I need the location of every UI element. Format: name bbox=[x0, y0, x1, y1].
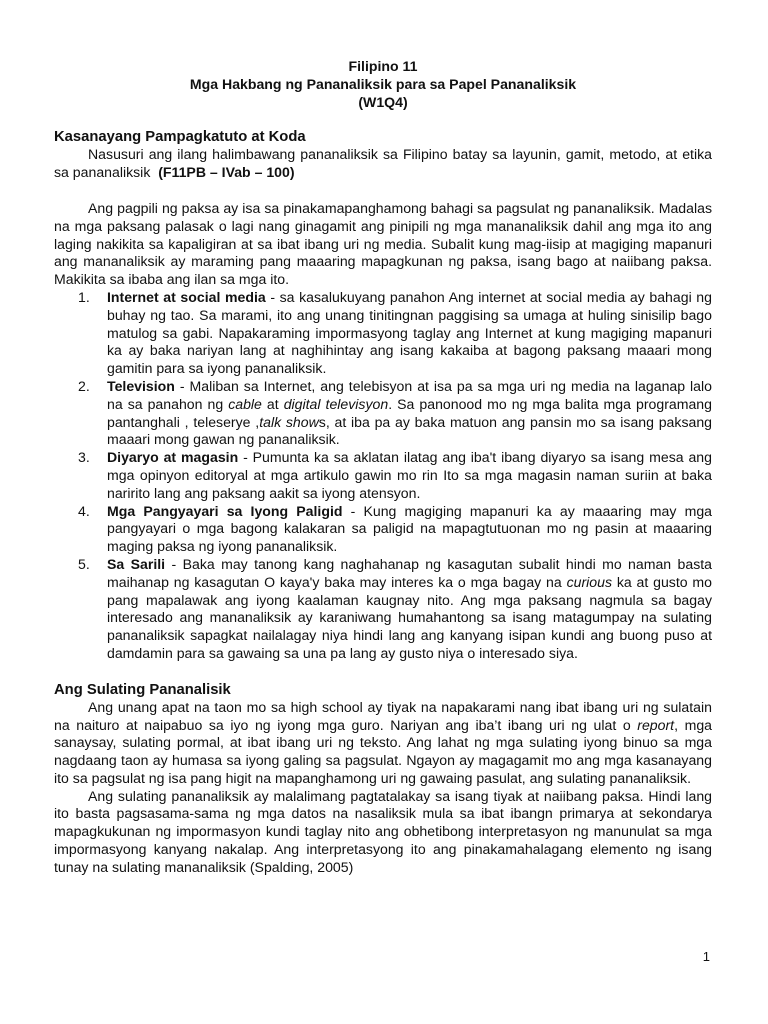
list-number: 3. bbox=[78, 449, 90, 466]
list-text: ka at gusto mo pang mapalawak ang iyong kaalaman kaugnay nito. Ang mga paksang nagmula sa bagay interesado ang mananaliksik ay karaniwang humahantong sa isang matagumpay na sulating pananaliksik sapagkat nailalagay niya hindi lang ang kanyang isipan kundi ang buong puso at damdamin para sa gawaing sa una pa lang ay gusto niya o interesado siya. bbox=[107, 573, 713, 661]
topic-sources-list bbox=[54, 289, 712, 663]
paragraph-emphasis: report bbox=[637, 716, 675, 733]
list-number: 1. bbox=[78, 288, 90, 305]
competency-statement: Nasusuri ang ilang halimbawang pananaliksik sa Filipino batay sa layunin, gamit, metodo, at etika sa pananaliksik bbox=[54, 146, 712, 181]
list-item bbox=[54, 556, 712, 663]
intro-paragraph: Ang pagpili ng paksa ay isa sa pinakamapanghamong bahagi sa pagsulat ng pananaliksik. Madalas na mga paksang palasak o lagi nang ginagamit ang pinipili ng mga mananaliksik dahil ang mga ito ang laging nakikita sa kapaligiran at sa ibat ibang uri ng media. Subalit kung mag-iisip at magiging mapanuri ang mananaliksik ay maraming pang maaaring mapagkunan ng paksa, isang bago at naiibang paksa. Makikita sa ibaba ang ilan sa mga ito. bbox=[54, 199, 712, 288]
list-term: Mga Pangyayari sa Iyong Paligid bbox=[107, 502, 343, 519]
list-emphasis: digital televisyon bbox=[283, 395, 389, 412]
document-header bbox=[54, 58, 712, 111]
list-text: - Baka may tanong kang naghahanap ng kasagutan subalit hindi mo naman basta maihanap ng kasagutan O kaya'y baka may interes ka o mga bagay na bbox=[107, 555, 713, 590]
subject-title: Filipino 11 bbox=[348, 58, 418, 74]
paragraph-text: , mga sanaysay, sulating pormal, at ibat ibang uri ng teksto. Ang lahat ng mga sulating iyong binuo sa mga nagdaang taon ay humasa sa iyong galing sa pagsulat. Ngayon ay magagamit mo ang mga kasanayang ito sa pagsulat ng isa pang higit na mapanghamong uri ng gawaing pasulat, ang sulating pananaliksik. bbox=[54, 716, 712, 786]
spacer bbox=[54, 182, 712, 200]
list-number: 2. bbox=[78, 377, 90, 394]
list-item bbox=[54, 449, 712, 502]
list-text: - Kung magiging mapanuri ka ay maaaring may mga pangyayari o mga bagong kalakaran sa paligid na mapagtutuonan mo ng pasin at maaaring maging paksa ng iyong pananaliksik. bbox=[107, 502, 712, 555]
paragraph-text: Ang unang apat na taon mo sa high school ay tiyak na napakarami nang ibat ibang uri ng sulatain na naituro at naipabuo sa iyo ng iyong mga guro. Nariyan ang iba’t ibang uri ng ulat o bbox=[54, 698, 712, 733]
section-heading-research-paper: Ang Sulating Pananalisik bbox=[54, 681, 231, 698]
list-term: Diyaryo at magasin bbox=[107, 449, 239, 466]
list-text: . Sa panonood mo ng mga balita mga programang pantanghali , teleserye , bbox=[107, 395, 712, 430]
section-heading-competency: Kasanayang Pampagkatuto at Koda bbox=[54, 129, 306, 146]
page-number: 1 bbox=[702, 949, 710, 964]
list-text: s, at iba pa ay baka matuon ang pansin mo sa isang paksang maaari mong gawan ng pananaliksik. bbox=[107, 413, 713, 448]
research-paragraph-2: Ang sulating pananaliksik ay malalimang pagtatalakay sa isang tiyak at naiibang paksa. Hindi lang ito basta pagsasama-sama ng mga datos na nasaliksik mula sa ibat ibangn primarya at sekondarya mapagkukunan ng impormasyon kundi taglay nito ang obhetibong interpretasyon ng manunulat sa mga impormasyong kanyang nakalap. Ang interpretasyong ito ang pinakamahalagang elemento ng isang tunay na sulating mananaliksik (Spalding, 2005) bbox=[54, 787, 712, 875]
list-item bbox=[54, 378, 712, 449]
research-paragraph-1 bbox=[54, 699, 712, 788]
document-title: Mga Hakbang ng Pananaliksik para sa Papel Pananaliksik bbox=[189, 75, 577, 92]
list-number: 4. bbox=[78, 502, 90, 519]
spacer bbox=[54, 663, 712, 681]
week-code: (W1Q4) bbox=[358, 93, 408, 110]
list-item bbox=[54, 289, 712, 378]
competency-code: (F11PB – IVab – 100) bbox=[158, 164, 295, 181]
competency-text bbox=[54, 146, 712, 182]
list-text: at bbox=[261, 395, 284, 412]
list-text: - sa kasalukuyang panahon Ang internet at social media ay bahagi ng buhay ng tao. Sa marami, ito ang unang tinitingnan paggising sa umaga at huling sinisilip bago matulog sa gabi. Napakaraming impormasyong taglay ang Internet at kung magiging mapanuri ka ay baka nariyan lang at naghihintay ang isang kakaiba at bagong paksang maaari mong gamitin para sa iyong pananaliksik. bbox=[107, 288, 712, 377]
list-text: - Pumunta ka sa aklatan ilatag ang iba't ibang diyaryo sa isang mesa ang mga opinyon editoryal at mga artikulo gawin mo rin Ito sa mga magasin naman suriin at baka naririto lang ang paksang aakit sa iyong atensyon. bbox=[107, 449, 712, 501]
list-number: 5. bbox=[78, 555, 90, 572]
list-emphasis: talk show bbox=[259, 413, 319, 430]
list-term: Internet at social media bbox=[107, 288, 266, 305]
list-text: - Maliban sa Internet, ang telebisyon at isa pa sa mga uri ng media na laganap lalo na sa panahon ng bbox=[107, 377, 712, 412]
list-term: Sa Sarili bbox=[107, 555, 166, 572]
list-item bbox=[54, 503, 712, 556]
list-emphasis: cable bbox=[228, 395, 262, 412]
list-term: Television bbox=[107, 377, 175, 394]
list-emphasis: curious bbox=[566, 573, 612, 590]
